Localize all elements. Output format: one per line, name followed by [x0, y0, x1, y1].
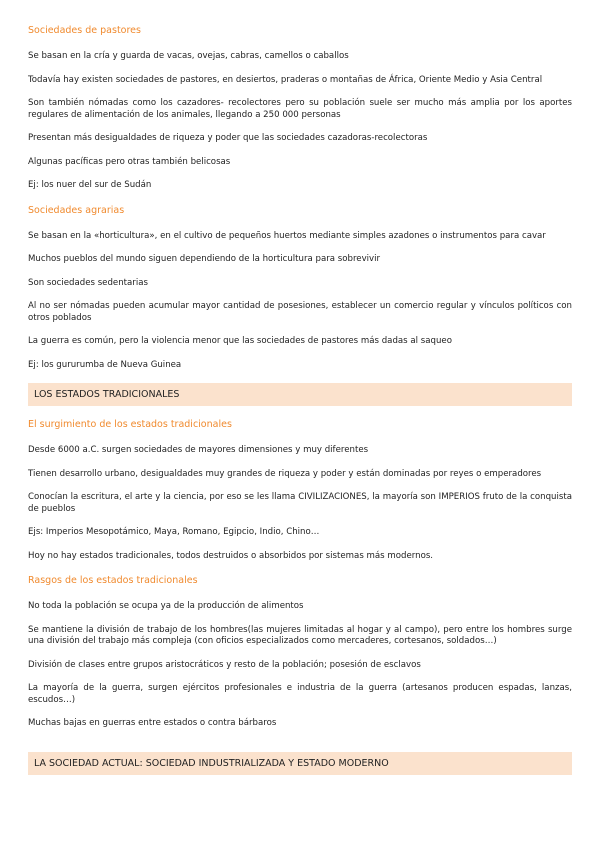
- heading-rasgos: Rasgos de los estados tradicionales: [28, 575, 198, 586]
- paragraph: Hoy no hay estados tradicionales, todos destruidos o absorbidos por sistemas más modernos.: [28, 550, 434, 561]
- paragraph: Ej: los gururumba de Nueva Guinea: [28, 359, 182, 370]
- paragraph: Ej: los nuer del sur de Sudán: [28, 180, 152, 190]
- paragraph: No toda la población se ocupa ya de la producción de alimentos: [28, 601, 304, 611]
- paragraph: División de clases entre grupos aristocráticos y resto de la población; posesión de esclavos: [28, 659, 421, 670]
- paragraph: Se mantiene la división de trabajo de los hombres(las mujeres limitadas al hogar y al campo), pero entre los hombres surge una división del trabajo más compleja (con oficios especializados como mercaderes, cortesanos, soldados…): [28, 624, 572, 646]
- paragraph: Son también nómadas como los cazadores- recolectores pero su población suele ser mucho más amplia por los aportes regulares de alimentación de los animales, llegando a 250 000 personas: [28, 98, 572, 120]
- section-banner-estados-tradicionales: LOS ESTADOS TRADICIONALES: [28, 383, 572, 406]
- paragraph: Muchos pueblos del mundo siguen dependiendo de la horticultura para sobrevivir: [28, 254, 381, 264]
- document-content: [28, 24, 572, 787]
- paragraph: Se basan en la cría y guarda de vacas, ovejas, cabras, camellos o caballos: [28, 51, 349, 61]
- heading-surgimiento: El surgimiento de los estados tradicionales: [28, 419, 232, 430]
- heading-sociedades-pastores: Sociedades de pastores: [28, 25, 141, 36]
- paragraph: La guerra es común, pero la violencia menor que las sociedades de pastores más dadas al saqueo: [28, 336, 452, 346]
- paragraph: Desde 6000 a.C. surgen sociedades de mayores dimensiones y muy diferentes: [28, 445, 369, 455]
- paragraph: Tienen desarrollo urbano, desigualdades muy grandes de riqueza y poder y están dominadas por reyes o emperadores: [28, 468, 542, 479]
- paragraph: Algunas pacíficas pero otras también belicosas: [28, 156, 231, 167]
- paragraph: La mayoría de la guerra, surgen ejércitos profesionales e industria de la guerra (artesanos producen espadas, lanzas, escudos…): [28, 683, 572, 705]
- section-banner-sociedad-actual: LA SOCIEDAD ACTUAL: SOCIEDAD INDUSTRIALIZADA Y ESTADO MODERNO: [28, 752, 572, 775]
- paragraph: Se basan en la «horticultura», en el cultivo de pequeños huertos mediante simples azadones o instrumentos para cavar: [28, 230, 546, 241]
- paragraph: Al no ser nómadas pueden acumular mayor cantidad de posesiones, establecer un comercio regular y vínculos políticos con otros poblados: [28, 301, 572, 323]
- heading-sociedades-agrarias: Sociedades agrarias: [28, 204, 125, 216]
- paragraph: Ejs: Imperios Mesopotámico, Maya, Romano, Egipcio, Indio, Chino…: [28, 527, 320, 537]
- paragraph: Presentan más desigualdades de riqueza y poder que las sociedades cazadoras-recolectoras: [28, 133, 428, 143]
- paragraph: Muchas bajas en guerras entre estados o contra bárbaros: [28, 718, 277, 728]
- paragraph: Conocían la escritura, el arte y la ciencia, por eso se les llama CIVILIZACIONES, la mayoría son IMPERIOS fruto de la conquista de pueblos: [28, 492, 572, 514]
- paragraph: Todavía hay existen sociedades de pastores, en desiertos, praderas o montañas de África, Oriente Medio y Asia Central: [28, 74, 543, 85]
- paragraph: Son sociedades sedentarias: [28, 277, 148, 288]
